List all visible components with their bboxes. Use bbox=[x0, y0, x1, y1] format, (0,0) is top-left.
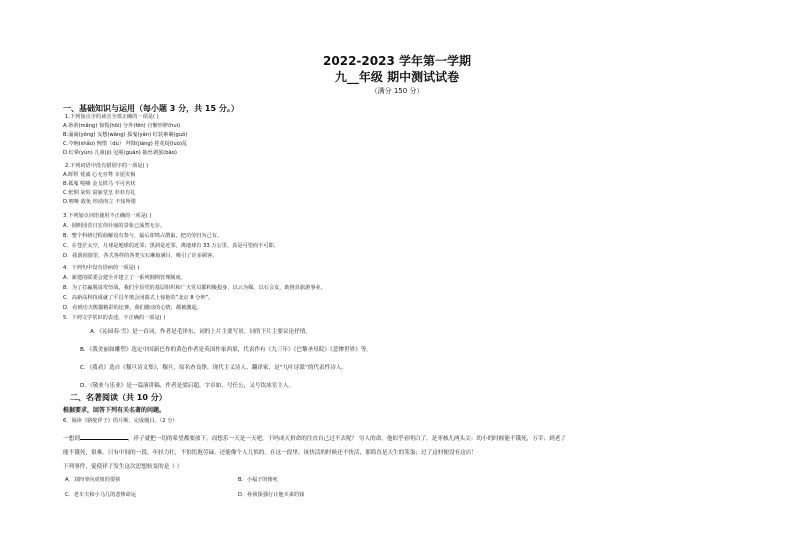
q6-option-b: B．小福子的惨死 bbox=[238, 477, 278, 483]
q6-passage-start: 一想到 bbox=[63, 436, 80, 442]
q5-option-d: D．《敬业与乐业》是一篇演讲稿，作者是梁启超，字卓如，号任公，又号饮冰室主人。 bbox=[80, 383, 295, 389]
q6-passage-line2: 能不饿死，很难。只有中间的一段，年轻力壮，不怕饥饱劳碌，还能像个人儿似的。在这一段里，该快活的时候还不快活，那简直是天生的笨蛋；过了这村便没有这店！ bbox=[63, 450, 477, 456]
q6-passage-rest: ，祥子就把一切的希望都要放下，而想乐一天是一天吧，干吗成天拼命的往直自己过不去呢？ 穷人的命，他似乎看明白了，是枣核儿两头尖：幼小的时候能不饿死，万幸；到老了 bbox=[127, 436, 566, 442]
q6-passage-line1 bbox=[63, 432, 566, 442]
q1-stem: 1.下列加点字的读音全部正确的一项是( ) bbox=[65, 114, 159, 120]
part1-title: 一、基础知识与运用（每小题 3 分，共 15 分。） bbox=[63, 104, 239, 113]
q3-option-d: D．我游园窗里，各式各样的各类宝石琳琅满目，吸引了许多顾客。 bbox=[63, 253, 218, 259]
q1-option-b: B.涌涌(yǒng) 妄想(wǎng) 孤鬼(yǎn) 红装素裹(guǒ) bbox=[63, 132, 188, 138]
q1-option-d: D.红晕(yùn) 儿童(jì) 冠冕(guān) 抽丝剥茧(bāo) bbox=[63, 150, 177, 156]
q5-option-a: A．《沁园春·雪》是一首词，作者是毛泽东，词的上片主要写景，词的下片主要议论抒情。 bbox=[90, 329, 311, 335]
q2-stem: 2.下列词语中没有错别字的一项是( ) bbox=[65, 163, 149, 169]
q4-option-d: D．看到功夫熊猫精彩的比赛，我们激动的心情，都被激起。 bbox=[63, 305, 202, 311]
q2-option-c: C.怅惘 灰烬 富丽堂皇 杉杉有礼 bbox=[63, 190, 136, 196]
q2-option-b: B.孤鬼 呢喃 金戈铁马 不可名状 bbox=[63, 181, 136, 187]
exam-title: 九__年级 期中测试试卷 bbox=[334, 70, 460, 84]
q5-stem: 5．下列文学常识的表述，不正确的一项是( ) bbox=[63, 315, 166, 321]
exam-year-term: 2022-2023 学年第一学期 bbox=[323, 54, 471, 68]
part2-title: 二、名著阅读（共 10 分） bbox=[70, 393, 167, 402]
q5-option-b: B．《我美丽如雕塑》选定中国新巴作的黄色作者是英国作家西果，代表作有《九三年》《巴黎圣母院》《悲惨世界》等。 bbox=[80, 347, 372, 353]
q5-option-c: C．《我看》选自《穆旦诗文集》，穆旦，原名查良铮，现代主义诗人、翻译家，是“九叶诗派”的代表性诗人。 bbox=[80, 365, 348, 371]
q3-stem: 3.下列加点词语使用不正确的一项是( ) bbox=[63, 213, 152, 219]
part2-instruction: 根据要求，回答下列有关名著的问题。 bbox=[63, 407, 166, 414]
q2-option-a: A.晖煜 忧戚 心无旁骛 幸崖灾祸 bbox=[63, 172, 136, 178]
q1-option-a: A.蒂蒂(mǎng) 惊慌(hōi) 分外(fēn) 自惭形秽(huì) bbox=[63, 123, 181, 129]
q6-option-d: D．孙侦探强行让他买来的钱 bbox=[238, 492, 305, 498]
q6-stem: 6．阅读《骆驼祥子》的片断，完成题目。（2 分） bbox=[63, 418, 178, 424]
q6-prompt: 下列事件，促使祥子发生这次思想转变的是（ ） bbox=[63, 464, 183, 470]
full-score-note: （满分 150 分） bbox=[370, 87, 424, 95]
q4-option-a: A．新建的联委会建全并建立了一系列钢倒管理制度。 bbox=[63, 275, 186, 281]
q4-option-c: C．高新高科技成就了平昌冬奥会闭幕式上惊艳的“北京 8 分钟”。 bbox=[63, 295, 214, 301]
q3-option-a: A．圆明园昔日宏伟壮丽的景象已荡然无存。 bbox=[63, 223, 166, 229]
q6-answer-blank[interactable] bbox=[80, 432, 128, 440]
q6-option-a: A．刘四爷向虎妞的要挟 bbox=[65, 477, 121, 483]
q3-option-b: B．整个科研过程曲解没有参与，最后却鸠占鹊巢，把功劳归为己有。 bbox=[63, 233, 223, 239]
q6-option-c: C．老车夫和小马儿的悲惨命运 bbox=[65, 492, 137, 498]
q4-stem: 4．下列句中没有语病的一项是( ) bbox=[63, 265, 140, 271]
q1-option-c: C.今晌(shǎo) 惋惜（dù） 拜降(jiàng) 桂花绽(luò)乱 bbox=[63, 141, 188, 147]
q4-option-b: B．为了打赢脱贫攻坚战，我们全县党的基层组织和广大党员都积极投身，以云为媒，以石会友，助推县旅游事业。 bbox=[63, 285, 326, 291]
q2-option-d: D.嘻哑 敛免 形消肉立 不知所错 bbox=[63, 199, 136, 205]
q3-option-c: C．在苍茫太空，月球是地球的近邻；黑洞是近邻，离地球有 33 万公里，真是可望而不可即。 bbox=[63, 243, 279, 249]
